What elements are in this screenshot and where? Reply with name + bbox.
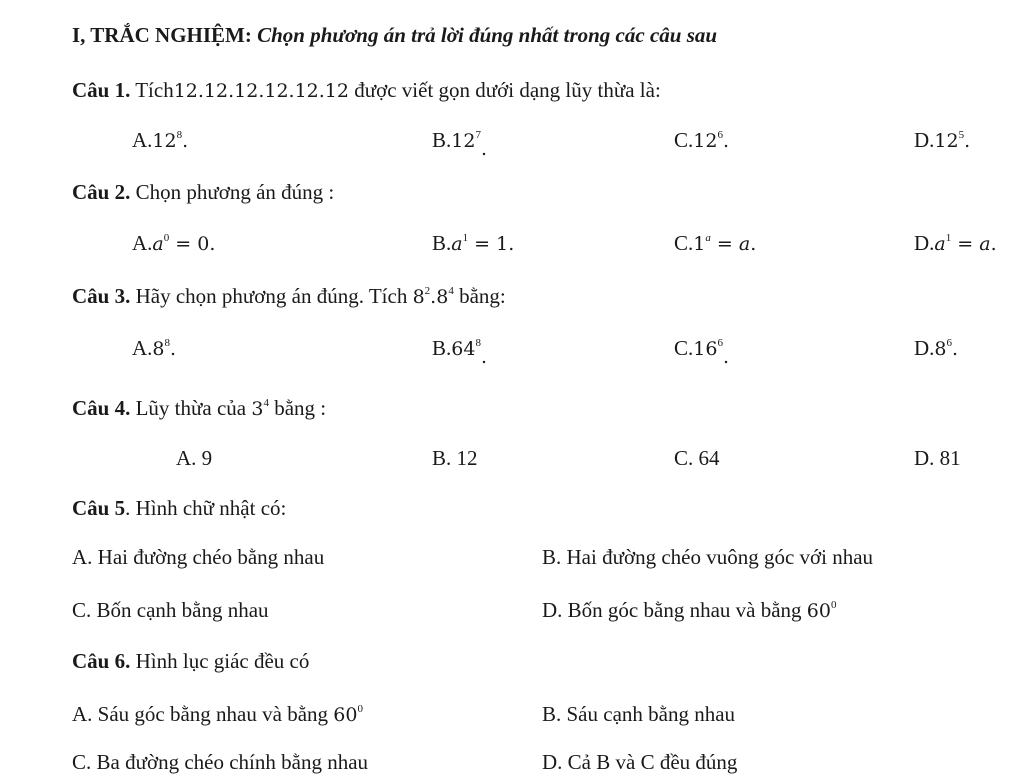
question-5-label: Câu 5 [72, 496, 126, 520]
question-2-text: Chọn phương án đúng : [135, 180, 335, 204]
section-title: I, TRẮC NGHIỆM: [72, 23, 252, 47]
q6-option-b[interactable]: B. Sáu cạnh bằng nhau [542, 702, 736, 726]
q1-option-c[interactable]: $C.12^6$. [674, 128, 729, 152]
q4-option-a[interactable]: A. 9 [176, 446, 213, 470]
q3-option-c[interactable]: $C.16^6$. [674, 336, 729, 368]
question-4-label: Câu 4. [72, 396, 131, 420]
q1-option-b[interactable]: $B.12^7$. [432, 128, 487, 160]
q2-option-d[interactable]: $D.a^1 = a$. [914, 231, 997, 255]
question-4: Câu 4. Lũy thừa của $3^4$ bằng : [72, 396, 327, 420]
q4-option-d[interactable]: D. 81 [914, 446, 961, 470]
section-header [72, 25, 717, 46]
question-3-label: Câu 3. [72, 284, 131, 308]
q6-option-c[interactable]: C. Ba đường chéo chính bằng nhau [72, 750, 369, 774]
q3-option-a[interactable]: $A.8^8$. [132, 336, 177, 360]
question-6-label: Câu 6. [72, 649, 131, 673]
question-1 [72, 80, 661, 101]
q5-option-b[interactable]: B. Hai đường chéo vuông góc với nhau [542, 545, 874, 569]
question-1-text-after: được viết gọn dưới dạng lũy thừa là: [354, 78, 661, 102]
question-2-label: Câu 2. [72, 180, 131, 204]
q3-option-d[interactable]: $D.8^6$. [914, 336, 959, 360]
q4-option-b[interactable]: B. 12 [432, 446, 478, 470]
q2-option-b[interactable]: $B.a^1 = 1$. [432, 231, 515, 255]
question-2 [72, 182, 334, 203]
question-6-text: Hình lục giác đều có [135, 649, 310, 673]
question-4-text-after: bằng : [274, 396, 327, 420]
q1-option-a[interactable]: $A.12^8$. [132, 128, 189, 152]
q5-option-d[interactable]: D. Bốn góc bằng nhau và bằng $60^0$ [542, 598, 837, 622]
q6-option-d[interactable]: D. Cả B và C đều đúng [542, 750, 738, 774]
q3-option-b[interactable]: $B.64^8$. [432, 336, 487, 368]
question-1-label: Câu 1. [72, 78, 131, 102]
question-3: Câu 3. Hãy chọn phương án đúng. Tích $8^2.8^4$ bằng: [72, 284, 506, 308]
q6-option-a[interactable]: A. Sáu góc bằng nhau và bằng $60^0$ [72, 702, 363, 726]
question-5-text: . Hình chữ nhật có: [125, 496, 287, 520]
q1-option-d[interactable]: $D.12^5$. [914, 128, 971, 152]
question-6 [72, 651, 309, 672]
q2-option-a[interactable]: $A.a^0 = 0$. [132, 231, 216, 255]
question-5 [72, 498, 286, 519]
question-3-text-after: bằng: [459, 284, 506, 308]
question-3-text-before: Hãy chọn phương án đúng. Tích [135, 284, 408, 308]
q2-option-c[interactable]: C.1$^a$ = a. [674, 231, 757, 255]
q5-option-a[interactable]: A. Hai đường chéo bằng nhau [72, 545, 325, 569]
question-1-expression: 12.12.12.12.12.12 [173, 80, 349, 102]
q5-option-c[interactable]: C. Bốn cạnh bằng nhau [72, 598, 269, 622]
section-instruction: Chọn phương án trả lời đúng nhất trong các câu sau [257, 23, 718, 47]
question-1-text-before: Tích [135, 78, 174, 102]
question-4-text-before: Lũy thừa của [135, 396, 247, 420]
q4-option-c[interactable]: C. 64 [674, 446, 720, 470]
